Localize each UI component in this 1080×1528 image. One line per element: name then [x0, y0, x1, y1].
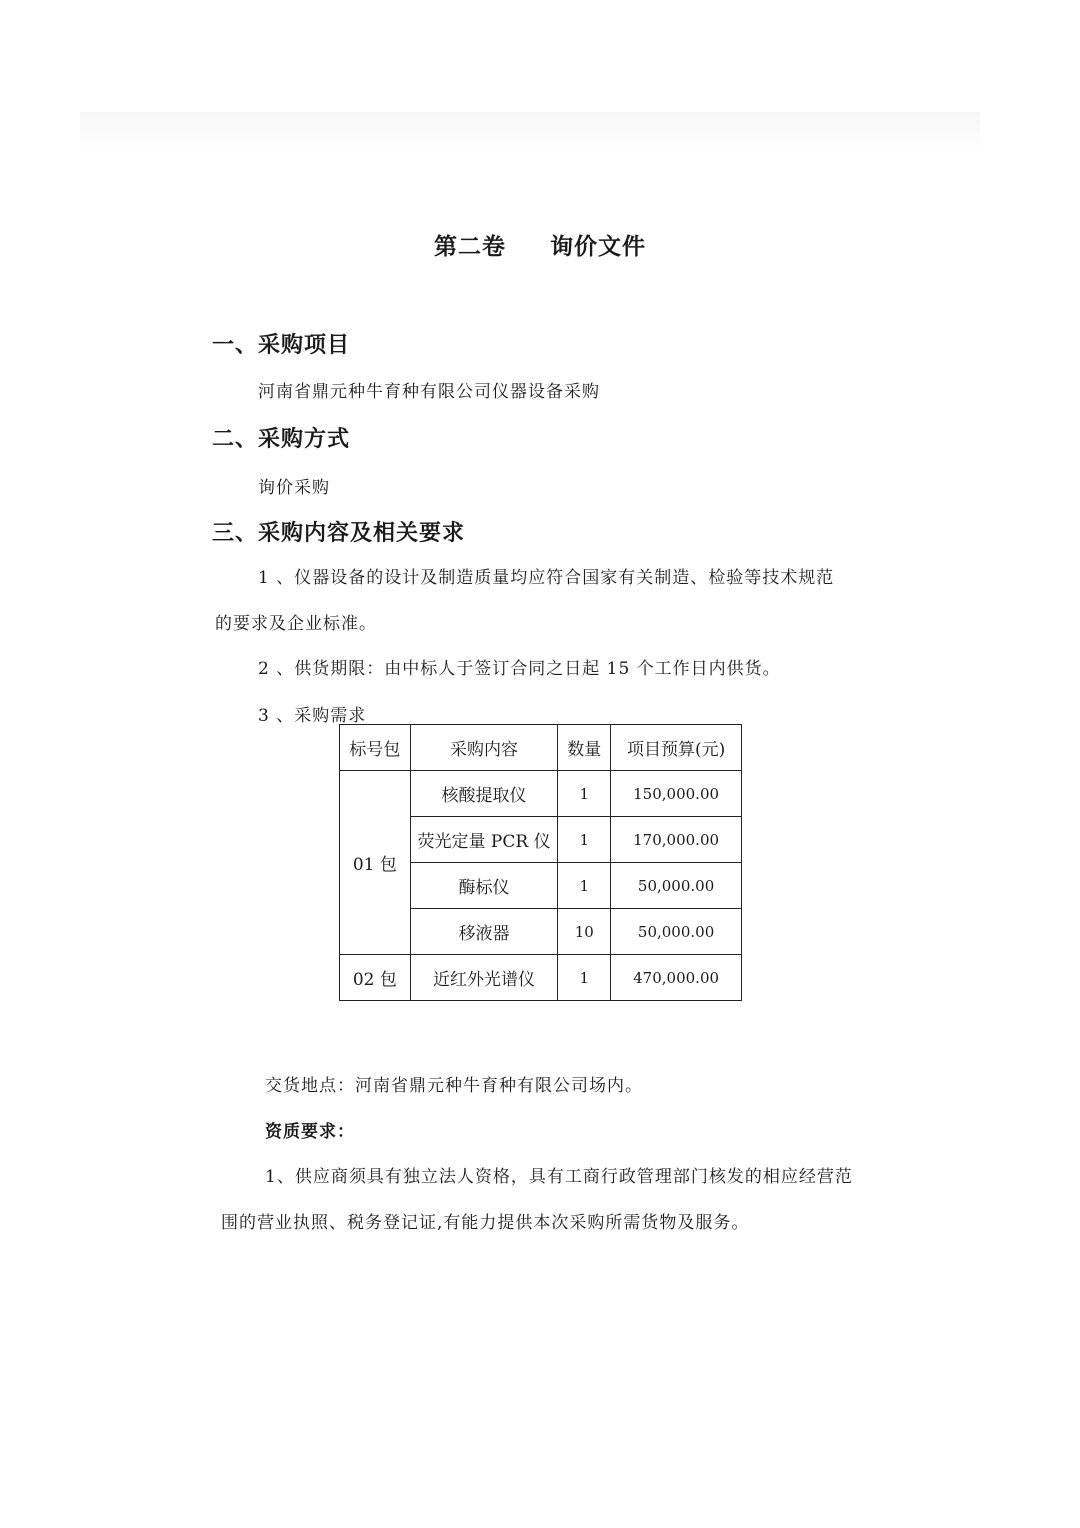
qualification-1-line2: 围的营业执照、税务登记证,有能力提供本次采购所需货物及服务。 — [221, 1213, 750, 1233]
budget-cell: 50,000.00 — [611, 909, 742, 955]
section3-heading: 三、采购内容及相关要求 — [212, 521, 466, 546]
document-title-part1: 第二卷 — [434, 234, 506, 260]
header-package: 标号包 — [340, 725, 411, 771]
package-cell: 01 包 — [340, 771, 411, 955]
quantity-cell: 1 — [558, 863, 611, 909]
budget-cell: 470,000.00 — [611, 955, 742, 1001]
header-quantity: 数量 — [558, 725, 611, 771]
section1-body: 河南省鼎元种牛育种有限公司仪器设备采购 — [258, 382, 600, 402]
header-budget: 项目预算(元) — [611, 725, 742, 771]
section2-heading: 二、采购方式 — [212, 427, 351, 452]
item-cell: 移液器 — [410, 909, 558, 955]
qualification-1-line1: 1、供应商须具有独立法人资格，具有工商行政管理部门核发的相应经营范 — [265, 1167, 853, 1187]
item-cell: 近红外光谱仪 — [410, 955, 558, 1001]
scan-shadow — [80, 112, 980, 152]
requirement-1-line2: 的要求及企业标准。 — [215, 614, 377, 634]
qualification-heading: 资质要求： — [265, 1122, 355, 1142]
budget-cell: 150,000.00 — [611, 771, 742, 817]
section1-heading: 一、采购项目 — [212, 333, 351, 358]
table-header-row — [340, 725, 742, 771]
package-cell: 02 包 — [340, 955, 411, 1001]
document-title-part2: 询价文件 — [550, 234, 646, 260]
table-row — [340, 955, 742, 1001]
item-cell: 核酸提取仪 — [410, 771, 558, 817]
item-cell: 酶标仪 — [410, 863, 558, 909]
budget-cell: 170,000.00 — [611, 817, 742, 863]
header-content: 采购内容 — [410, 725, 558, 771]
delivery-location: 交货地点：河南省鼎元种牛育种有限公司场内。 — [265, 1076, 643, 1096]
budget-cell: 50,000.00 — [611, 863, 742, 909]
procurement-table — [339, 724, 742, 1001]
quantity-cell: 1 — [558, 955, 611, 1001]
quantity-cell: 1 — [558, 817, 611, 863]
requirement-1-line1: 1 、仪器设备的设计及制造质量均应符合国家有关制造、检验等技术规范 — [258, 568, 835, 588]
item-cell: 荧光定量 PCR 仪 — [410, 817, 558, 863]
quantity-cell: 1 — [558, 771, 611, 817]
table-row — [340, 771, 742, 817]
requirement-3: 3 、采购需求 — [258, 706, 367, 726]
quantity-cell: 10 — [558, 909, 611, 955]
requirement-2: 2 、供货期限：由中标人于签订合同之日起 15 个工作日内供货。 — [258, 659, 781, 679]
document-title — [0, 228, 1080, 261]
section2-body: 询价采购 — [258, 478, 330, 498]
